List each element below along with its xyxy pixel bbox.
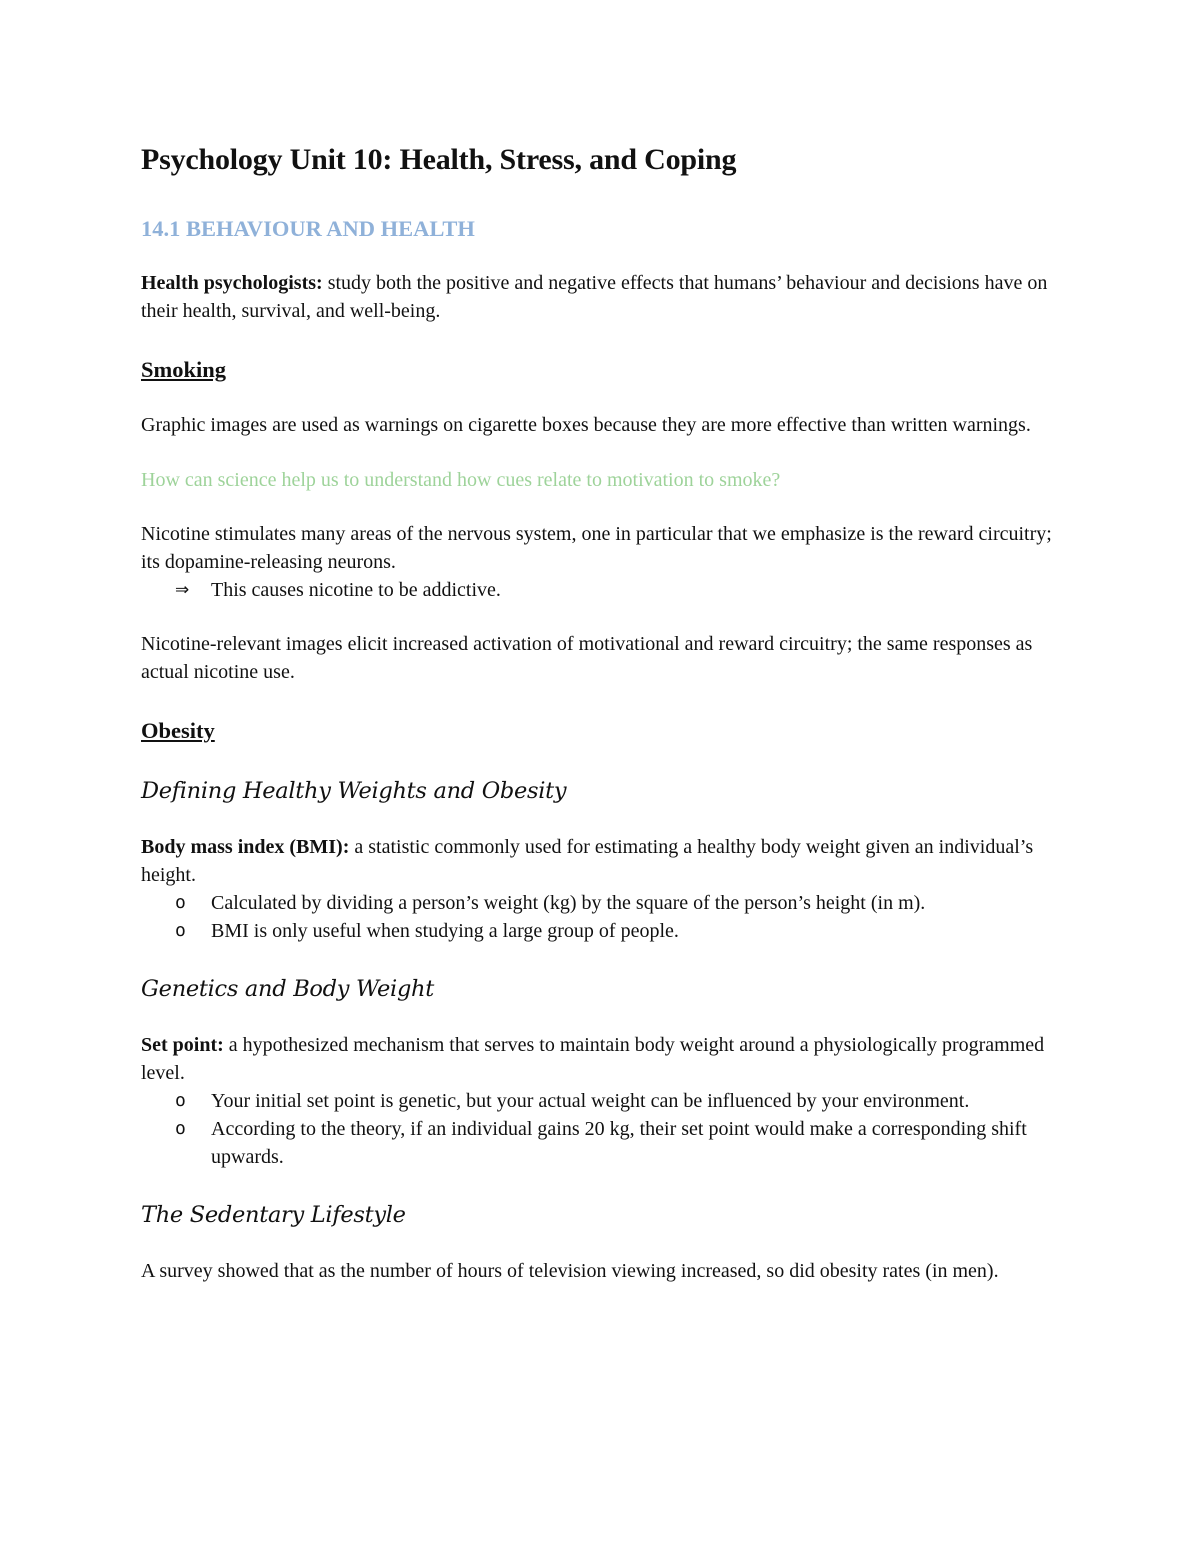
subtopic-genetics: Genetics and Body Weight	[141, 976, 434, 1002]
topic-obesity: Obesity	[141, 718, 215, 743]
list-item	[141, 1115, 1071, 1171]
smoking-paragraph-2: Nicotine stimulates many areas of the nervous system, one in particular that we emphasize is the reward circuitry; its dopamine-releasing neurons.	[141, 523, 1052, 573]
bmi-definition	[141, 834, 1071, 889]
document-title: Psychology Unit 10: Health, Stress, and Coping	[141, 143, 737, 176]
definition-text: a statistic commonly used for estimating a healthy body weight given an individual’s height.	[141, 836, 1034, 886]
term-health-psychologists: Health psychologists:	[141, 272, 323, 294]
bullet-icon: o	[175, 1118, 186, 1139]
arrow-icon: ⇒	[175, 580, 190, 600]
topic-smoking: Smoking	[141, 357, 227, 382]
set-point-definition	[141, 1032, 1071, 1087]
document-page	[141, 140, 1071, 1286]
health-psychologists-definition	[141, 270, 1071, 325]
definition-text: a hypothesized mechanism that serves to maintain body weight around a physiologically programmed level.	[141, 1034, 1045, 1084]
arrow-point-text: This causes nicotine to be addictive.	[211, 579, 501, 601]
list-item-text: Your initial set point is genetic, but your actual weight can be influenced by your environment.	[211, 1090, 970, 1112]
term-set-point: Set point:	[141, 1034, 224, 1056]
sedentary-paragraph: A survey showed that as the number of hours of television viewing increased, so did obesity rates (in men).	[141, 1260, 999, 1282]
list-item-text: Calculated by dividing a person’s weight (kg) by the square of the person’s height (in m).	[211, 892, 926, 914]
bullet-icon: o	[175, 920, 186, 941]
bmi-bullet-list	[141, 889, 1071, 945]
smoking-paragraph-1: Graphic images are used as warnings on cigarette boxes because they are more effective than written warnings.	[141, 414, 1031, 436]
term-bmi: Body mass index (BMI):	[141, 836, 350, 858]
list-item-text: BMI is only useful when studying a large group of people.	[211, 920, 679, 942]
bullet-icon: o	[175, 1090, 186, 1111]
list-item-text: According to the theory, if an individual gains 20 kg, their set point would make a corresponding shift upwards.	[211, 1118, 1027, 1168]
subtopic-defining-weights: Defining Healthy Weights and Obesity	[141, 778, 567, 804]
smoking-arrow-point	[141, 576, 1071, 604]
definition-text: study both the positive and negative effects that humans’ behaviour and decisions have on their health, survival, and well-being.	[141, 272, 1048, 322]
list-item	[141, 1087, 1071, 1115]
subtopic-sedentary: The Sedentary Lifestyle	[141, 1202, 406, 1228]
smoking-paragraph-3: Nicotine-relevant images elicit increased activation of motivational and reward circuitry; the same responses as actual nicotine use.	[141, 633, 1033, 683]
list-item	[141, 889, 1071, 917]
section-heading: 14.1 BEHAVIOUR AND HEALTH	[141, 216, 475, 241]
smoking-question: How can science help us to understand how cues relate to motivation to smoke?	[141, 468, 781, 491]
bullet-icon: o	[175, 892, 186, 913]
set-point-bullet-list	[141, 1087, 1071, 1171]
list-item	[141, 917, 1071, 945]
